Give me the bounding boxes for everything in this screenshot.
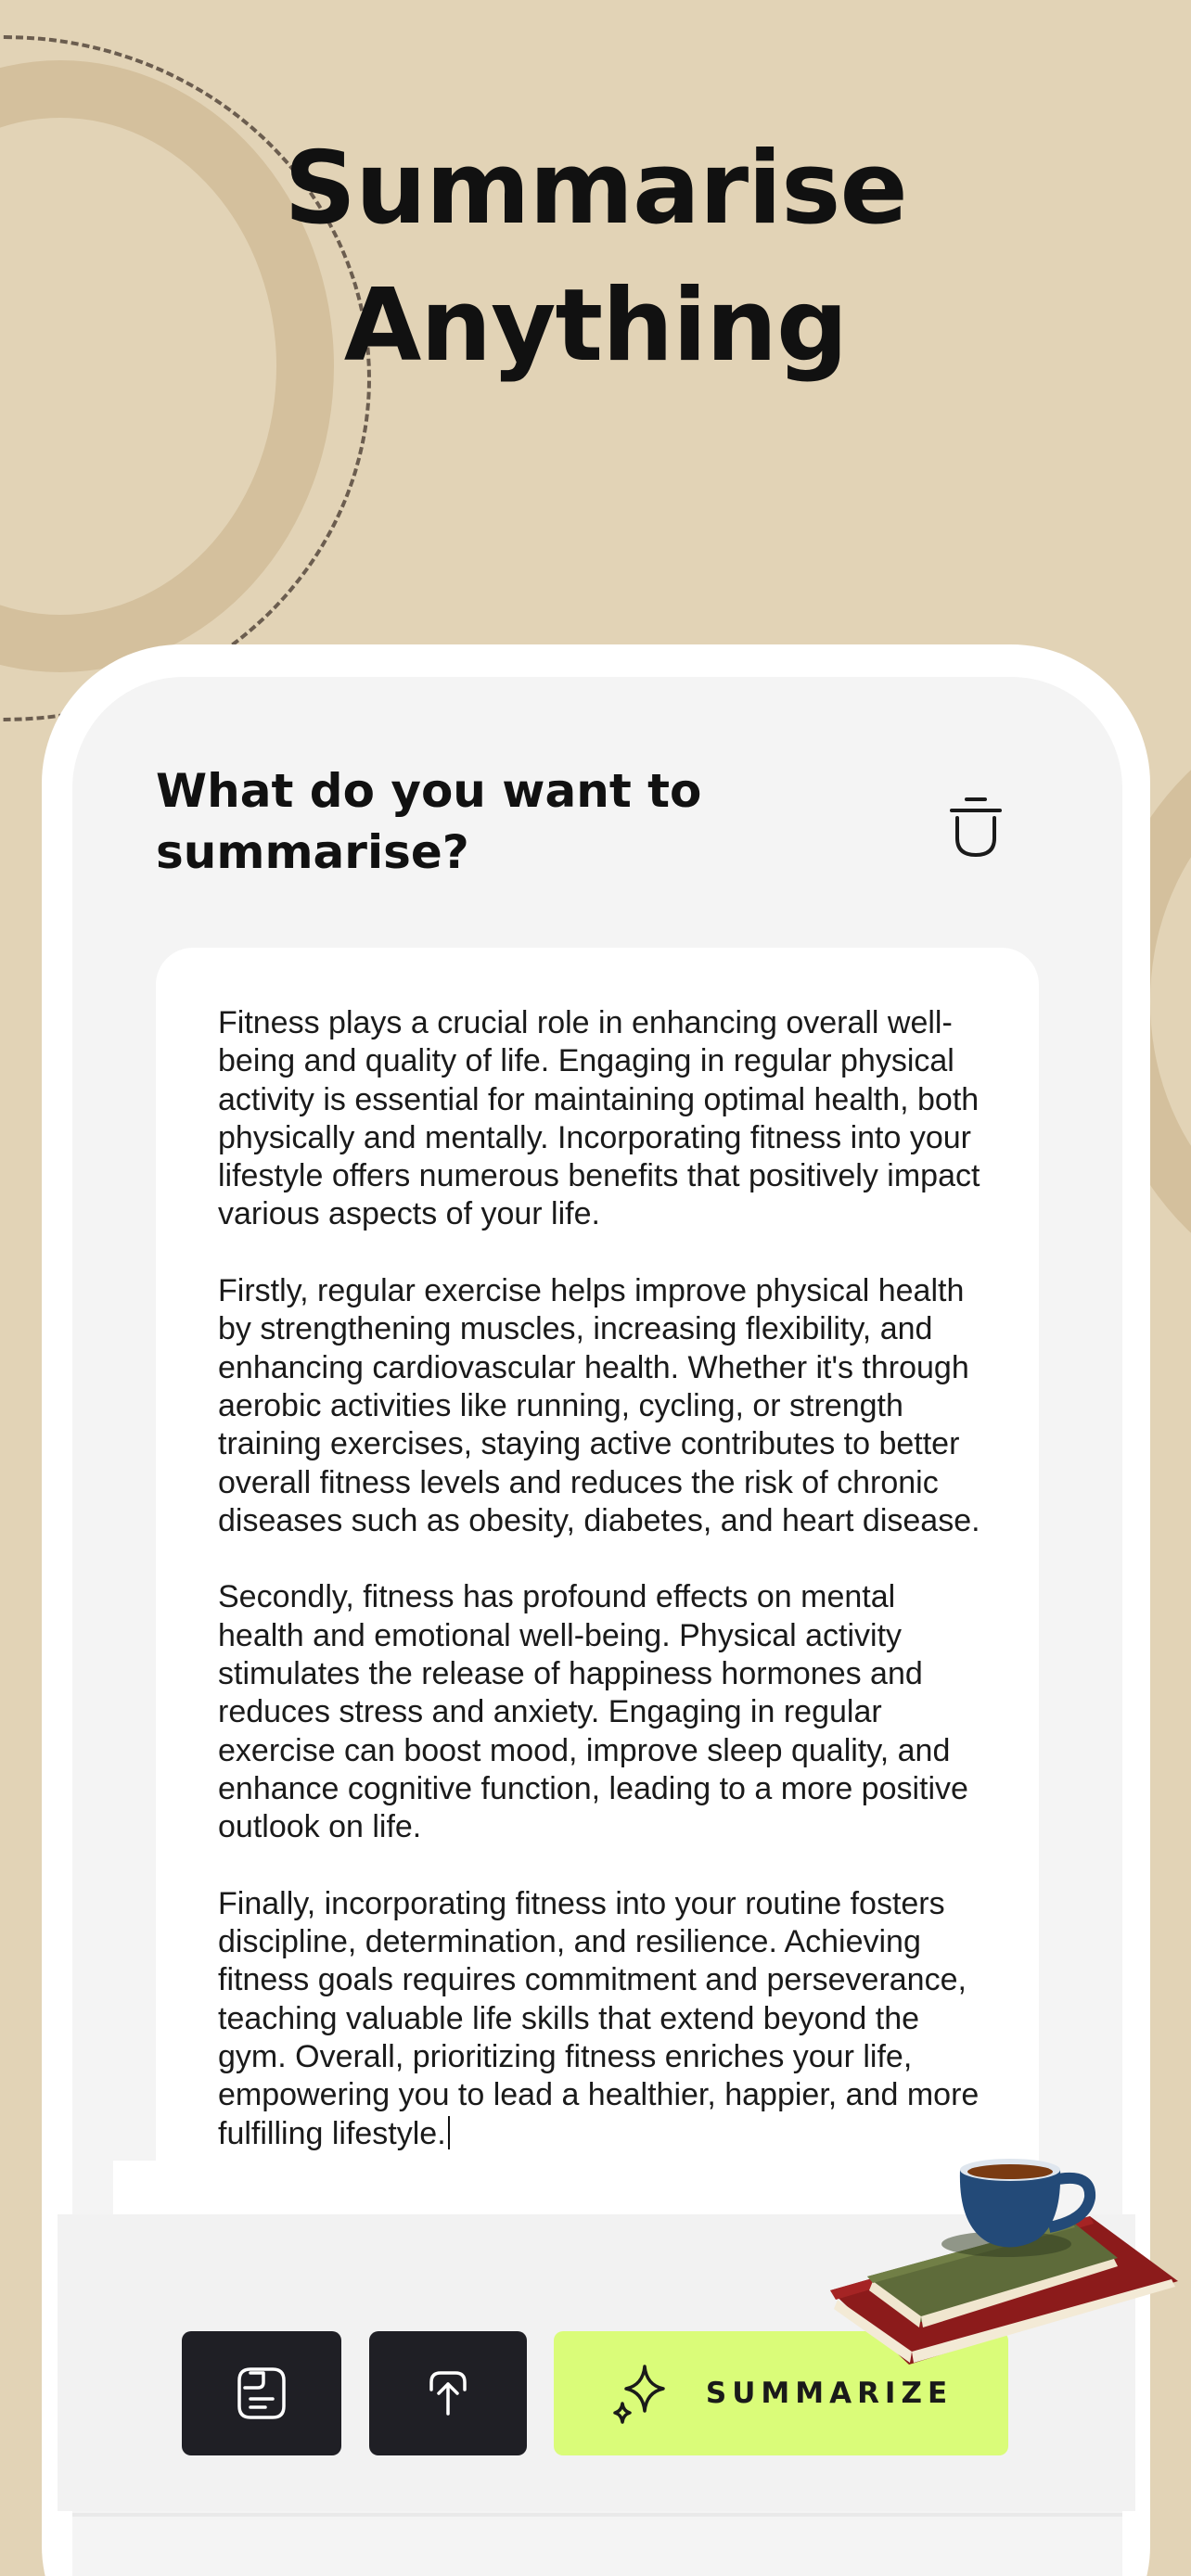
upload-button[interactable] (369, 2331, 527, 2455)
note-icon (236, 2366, 288, 2421)
paragraph-1: Fitness plays a crucial role in enhancing overall well-being and quality of life. Engaging in regular physical activity is essential for maintaining optimal health, both physically and mentally. Incorporating fitness into your lifestyle offers numerous benefits that positively impact various aspects of your life. (218, 1005, 980, 1232)
trash-icon[interactable] (946, 796, 1005, 859)
input-textarea[interactable] (218, 1004, 988, 2153)
paragraph-3: Secondly, fitness has profound effects on mental health and emotional well-being. Physical activity stimulates the release of happiness hormones and reduces stress and anxiety. Engaging in regular exercise can boost mood, improve sleep quality, and enhance cognitive function, leading to a more positive outlook on life. (218, 1579, 968, 1845)
prompt-question: What do you want to summarise? (156, 764, 702, 879)
sparkle-icon (609, 2361, 674, 2426)
paragraph-4-wrap (218, 1885, 988, 2153)
text-caret (448, 2116, 450, 2149)
paragraph-2: Firstly, regular exercise helps improve physical health by strengthening muscles, increasing flexibility, and enhancing cardiovascular health. Whether it's through aerobic activities like running, cycling, or strength training exercises, staying active contributes to better overall fitness levels and reduces the risk of chronic diseases such as obesity, diabetes, and heart disease. (218, 1273, 980, 1538)
paragraph-4: Finally, incorporating fitness into your routine fosters discipline, determination, and resilience. Achieving fitness goals requires commitment and perseverance, teaching valuable life skills that extend beyond the gym. Overall, prioritizing fitness enriches your life, empowering you to lead a healthier, happier, and more fulfilling lifestyle. (218, 1885, 980, 2151)
headline (0, 121, 1191, 395)
books-and-cup-illustration (830, 2142, 1183, 2374)
headline-line-2: Anything (343, 268, 848, 384)
footer-strip (72, 2513, 1122, 2576)
headline-line-1: Summarise (284, 131, 907, 247)
paste-note-button[interactable] (182, 2331, 341, 2455)
summarize-label: SUMMARIZE (705, 2377, 954, 2410)
upload-icon (422, 2367, 474, 2419)
